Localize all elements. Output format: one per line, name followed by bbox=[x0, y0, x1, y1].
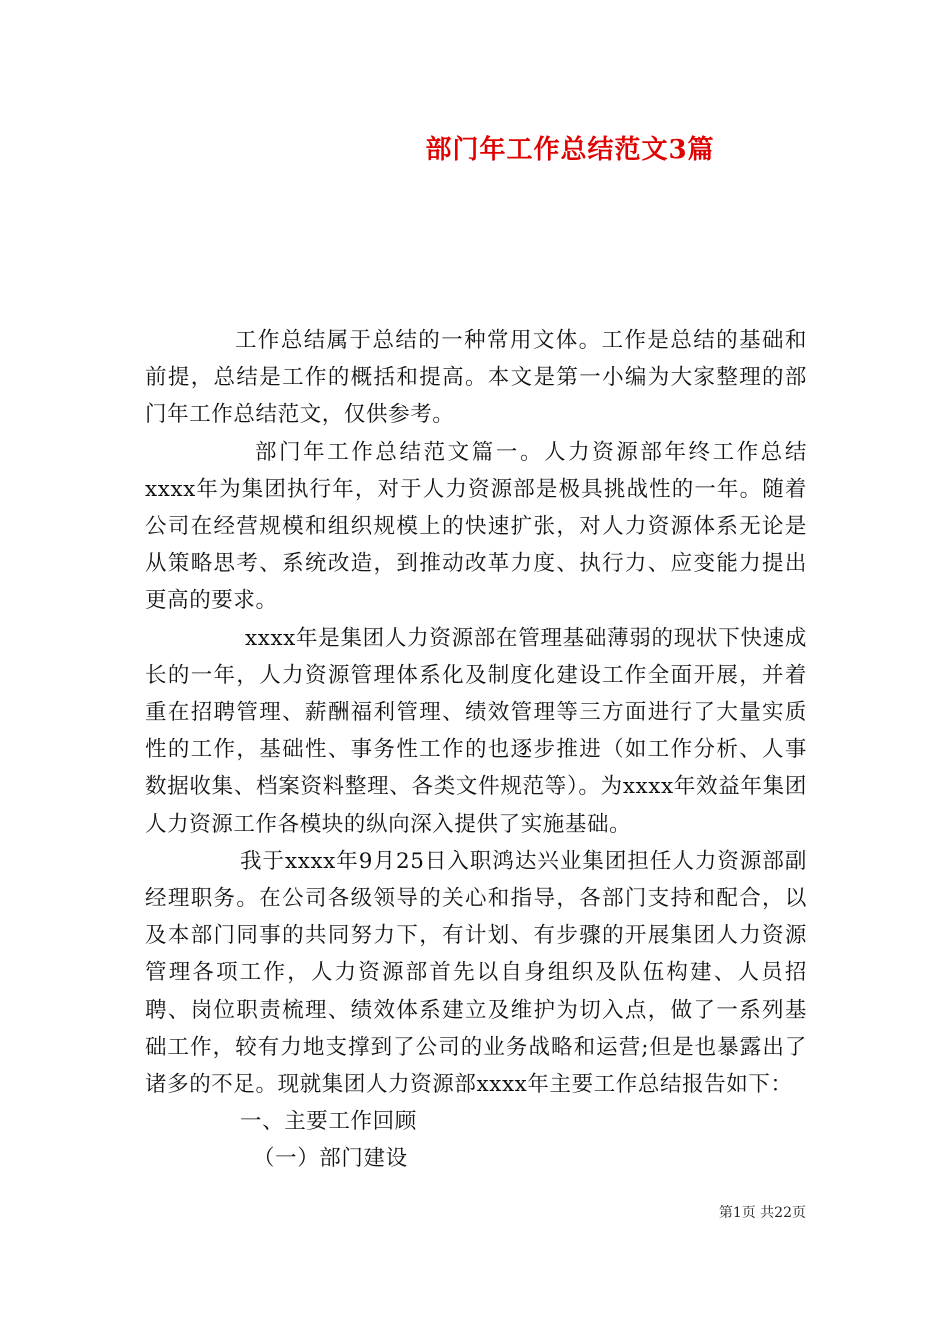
paragraph-intro: 工作总结属于总结的一种常用文体。工作是总结的基础和前提，总结是工作的概括和提高。本文是第一小编为大家整理的部门年工作总结范文，仅供参考。 bbox=[145, 328, 807, 428]
paragraph-year-overview: xxxx年是集团人力资源部在管理基础薄弱的现状下快速成长的一年，人力资源管理体系化及制度化建设工作全面开展，并着重在招聘管理、薪酬福利管理、绩效管理等三方面进行了大量实质性的工作，基础性、事务性工作的也逐步推进（如工作分析、人事数据收集、档案资料整理、各类文件规范等）。为xxxx年效益年集团人力资源工作各模块的纵向深入提供了实施基础。 bbox=[145, 625, 807, 837]
document-title: 部门年工作总结范文3篇 bbox=[425, 135, 715, 165]
document-body bbox=[145, 322, 807, 1178]
paragraph-personal-summary: 我于xxxx年9月25日入职鸿达兴业集团担任人力资源部副经理职务。在公司各级领导的关心和指导，各部门支持和配合，以及本部门同事的共同努力下，有计划、有步骤的开展集团人力资源管理各项工作，人力资源部首先以自身组织及队伍构建、人员招聘、岗位职责梳理、绩效体系建立及维护为切入点，做了一系列基础工作，较有力地支撑到了公司的业务战略和运营;但是也暴露出了诸多的不足。现就集团人力资源部xxxx年主要工作总结报告如下： bbox=[145, 848, 807, 1098]
paragraph-part-one: 部门年工作总结范文篇一。人力资源部年终工作总结 xxxx年为集团执行年，对于人力资源部是极具挑战性的一年。随着公司在经营规模和组织规模上的快速扩张，对人力资源体系无论是从策略思考、系统改造，到推动改革力度、执行力、应变能力提出更高的要求。 bbox=[145, 439, 807, 614]
section-heading-main-review: 一、主要工作回顾 bbox=[240, 1109, 417, 1135]
subsection-heading-department-building: （一）部门建设 bbox=[253, 1146, 408, 1172]
page-number-footer: 第1页 共22页 bbox=[718, 1205, 806, 1221]
